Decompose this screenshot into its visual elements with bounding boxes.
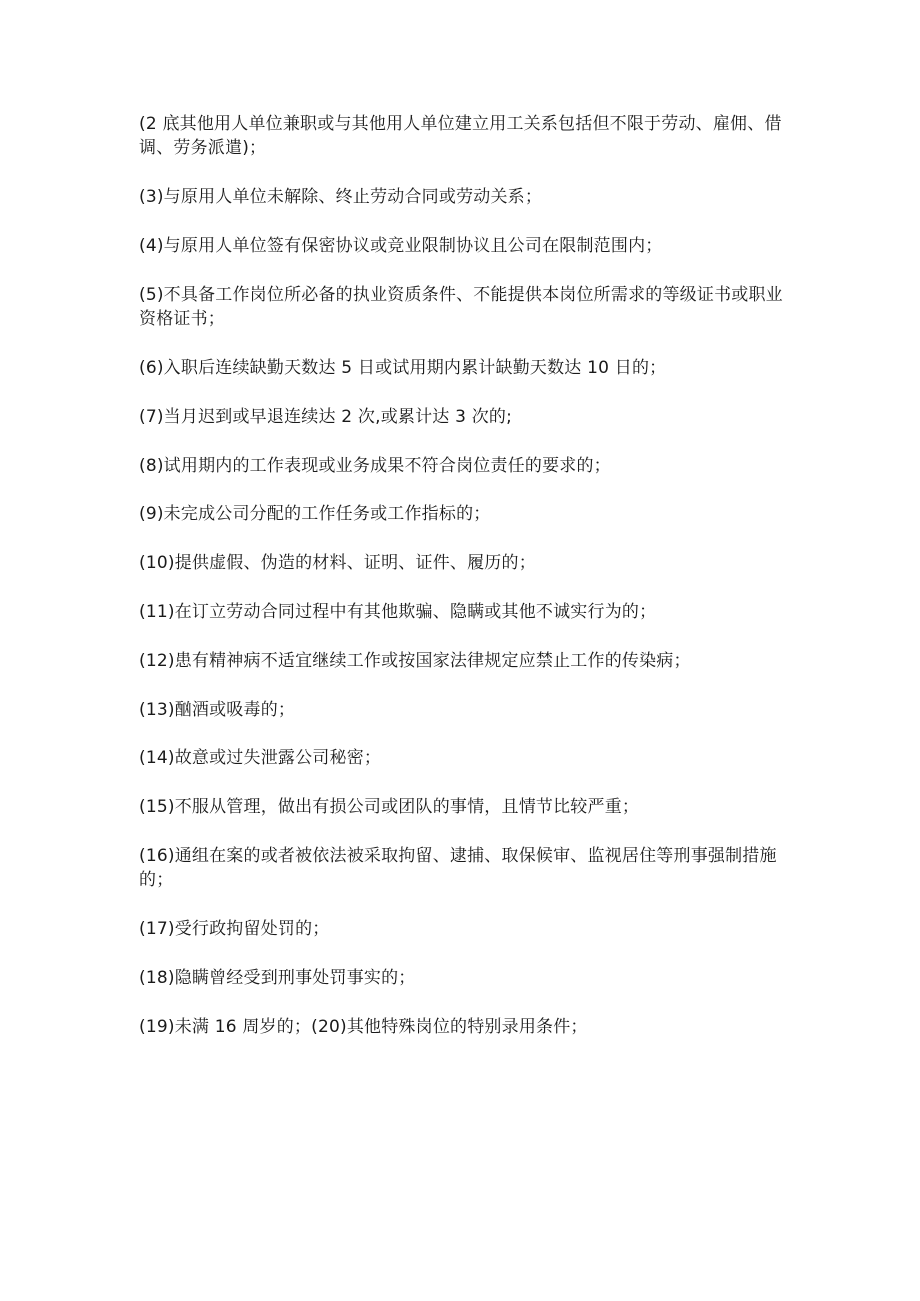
list-item-5: (5)不具备工作岗位所必备的执业资质条件、不能提供本岗位所需求的等级证书或职业资格证书；	[139, 284, 783, 330]
list-item-12: (12)患有精神病不适宜继续工作或按国家法律规定应禁止工作的传染病；	[139, 650, 691, 671]
list-item-8: (8)试用期内的工作表现或业务成果不符合岗位责任的要求的；	[139, 455, 611, 476]
list-item-14: (14)故意或过失泄露公司秘密；	[139, 748, 382, 769]
list-item-7: (7)当月迟到或早退连续达 2 次,或累计达 3 次的;	[139, 406, 513, 427]
list-item-17: (17)受行政拘留处罚的；	[139, 919, 330, 940]
list-item-19-20: (19)未满 16 周岁的；(20)其他特殊岗位的特别录用条件；	[139, 1016, 588, 1037]
list-item-11: (11)在订立劳动合同过程中有其他欺骗、隐瞒或其他不诚实行为的；	[139, 601, 657, 622]
list-item-2: (2 底其他用人单位兼职或与其他用人单位建立用工关系包括但不限于劳动、雇佣、借调、劳务派遣)；	[139, 114, 782, 159]
list-item-3: (3)与原用人单位未解除、终止劳动合同或劳动关系；	[139, 187, 543, 208]
list-item-18: (18)隐瞒曾经受到刑事处罚事实的；	[139, 967, 416, 988]
list-item-10: (10)提供虚假、伪造的材料、证明、证件、履历的；	[139, 553, 536, 574]
list-item-16: (16)通组在案的或者被依法被采取拘留、逮捕、取保候审、监视居住等刑事强制措施的；	[139, 845, 777, 891]
list-item-4: (4)与原用人单位签有保密协议或竞业限制协议且公司在限制范围内；	[139, 236, 663, 256]
document-body	[139, 112, 789, 1064]
list-item-6: (6)入职后连续缺勤天数达 5 日或试用期内累计缺勤天数达 10 日的；	[139, 358, 667, 378]
list-item-13: (13)酗酒或吸毒的；	[139, 699, 296, 720]
list-item-9: (9)未完成公司分配的工作任务或工作指标的；	[139, 504, 491, 525]
list-item-15: (15)不服从管理，做出有损公司或团队的事情，且情节比较严重；	[139, 797, 640, 818]
